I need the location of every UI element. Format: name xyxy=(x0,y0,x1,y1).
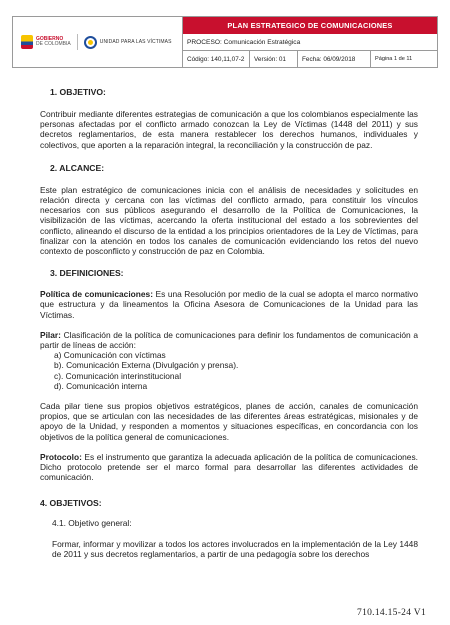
term-politica: Política de comunicaciones: xyxy=(40,289,154,300)
gov-line2: DE COLOMBIA xyxy=(36,41,71,47)
document-title: PLAN ESTRATEGICO DE COMUNICACIONES xyxy=(183,17,437,34)
document-body xyxy=(40,83,418,559)
gobierno-logo xyxy=(21,35,71,49)
list-item: a) Comunicación con víctimas xyxy=(54,350,166,361)
section-title-alcance: 2. ALCANCE: xyxy=(50,162,105,173)
footer-code: 710.14.15-24 V1 xyxy=(357,608,426,618)
section-title-objetivo: 1. OBJETIVO: xyxy=(50,87,106,97)
document-header xyxy=(12,16,438,68)
colombia-emblem-icon xyxy=(21,35,33,49)
header-logos xyxy=(13,17,183,67)
definition-pilar xyxy=(40,330,418,350)
document-version: Versión: 01 xyxy=(250,51,298,67)
pilar-extra-paragraph: Cada pilar tiene sus propios objetivos estratégicos, planes de acción, canales de comunicación propios, que se articulan con las necesidades de las diferentes áreas estratégicas, misionales y de apoyo de la Unidad, y responden a momentos y situaciones específicas, en concordancia con los objetivos de la política general de comunicaciones. xyxy=(40,401,418,442)
term-protocolo: Protocolo: xyxy=(40,451,82,462)
section-title-definiciones: 3. DEFINICIONES: xyxy=(50,268,124,279)
pilar-list xyxy=(40,350,418,391)
gov-line1: GOBIERNO xyxy=(36,35,64,42)
alcance-paragraph: Este plan estratégico de comunicaciones inicia con el análisis de necesidades y solicitudes en relación directa y cercana con las víctimas del conflicto armado, para constituir los vínculos necesarios con sus públicos asegurando el desarrollo de la Política de Comunicaciones, la visibilización de las víctimas, acercando la oferta institucional del estado a los sobrevientes del conflicto, alineando el discurso de la entidad a los principios orientadores de la Ley de Víctimas, para finalizar con la atención en todos los canales de comunicación evidenciando los retos del nuevo contexto de posconflicto y construcción de paz en Colombia. xyxy=(40,184,418,257)
header-meta xyxy=(183,51,437,67)
unidad-emblem-icon xyxy=(84,36,97,49)
header-info xyxy=(183,17,437,67)
term-pilar: Pilar: xyxy=(40,329,61,340)
definition-pilar-text: Clasificación de la política de comunicaciones para definir los fundamentos de comunicación a partir de líneas de acción: xyxy=(40,329,418,351)
section-title-objetivos: 4. OBJETIVOS: xyxy=(40,498,102,509)
list-item: c). Comunicación interinstitucional xyxy=(54,370,182,381)
document-code: Código: 140,11,07-2 xyxy=(183,51,250,67)
logo-divider xyxy=(77,34,78,50)
definition-politica xyxy=(40,289,418,320)
definition-politica-text: Es una Resolución por medio de la cual se adopta el marco normativo que estructura y da lineamentos la Oficina Asesora de Comunicaciones de la Unidad para las Víctimas. xyxy=(40,289,419,320)
process-name: PROCESO: Comunicación Estratégica xyxy=(183,34,437,51)
objetivo-paragraph: Contribuir mediante diferentes estrategias de comunicación a que los colombianos especialmente las personas afectadas por el conflicto armado conozcan la Ley de Víctimas (1448 del 2011) y sus decretos reglamentarios, de esta manera restablecer los derechos humanos, individuales y colectivos, que aporten a la reparación integral, la reconciliación y la construcción de paz. xyxy=(40,109,418,150)
unidad-logo xyxy=(84,36,172,49)
definition-protocolo xyxy=(40,452,418,483)
document-date: Fecha: 06/09/2018 xyxy=(298,51,371,67)
subsection-title-objetivo-general: 4.1. Objetivo general: xyxy=(52,518,132,529)
page-number: Página 1 de 11 xyxy=(375,56,413,62)
objetivo-general-paragraph: Formar, informar y movilizar a todos los actores involucrados en la implementación de la Ley 1448 de 2011 y sus decretos reglamentarios, a partir de una pedagogía sobre los derechos xyxy=(52,538,418,559)
unit-name: UNIDAD PARA LAS VÍCTIMAS xyxy=(99,39,172,45)
definition-protocolo-text: Es el instrumento que garantiza la adecuada aplicación de la política de comunicaciones. Dicho protocolo pretende ser el marco formal para desarrollar las diferentes actividades de comunicación. xyxy=(40,451,418,483)
list-item: b). Comunicación Externa (Divulgación y prensa). xyxy=(54,360,239,371)
list-item: d). Comunicación interna xyxy=(54,380,148,391)
